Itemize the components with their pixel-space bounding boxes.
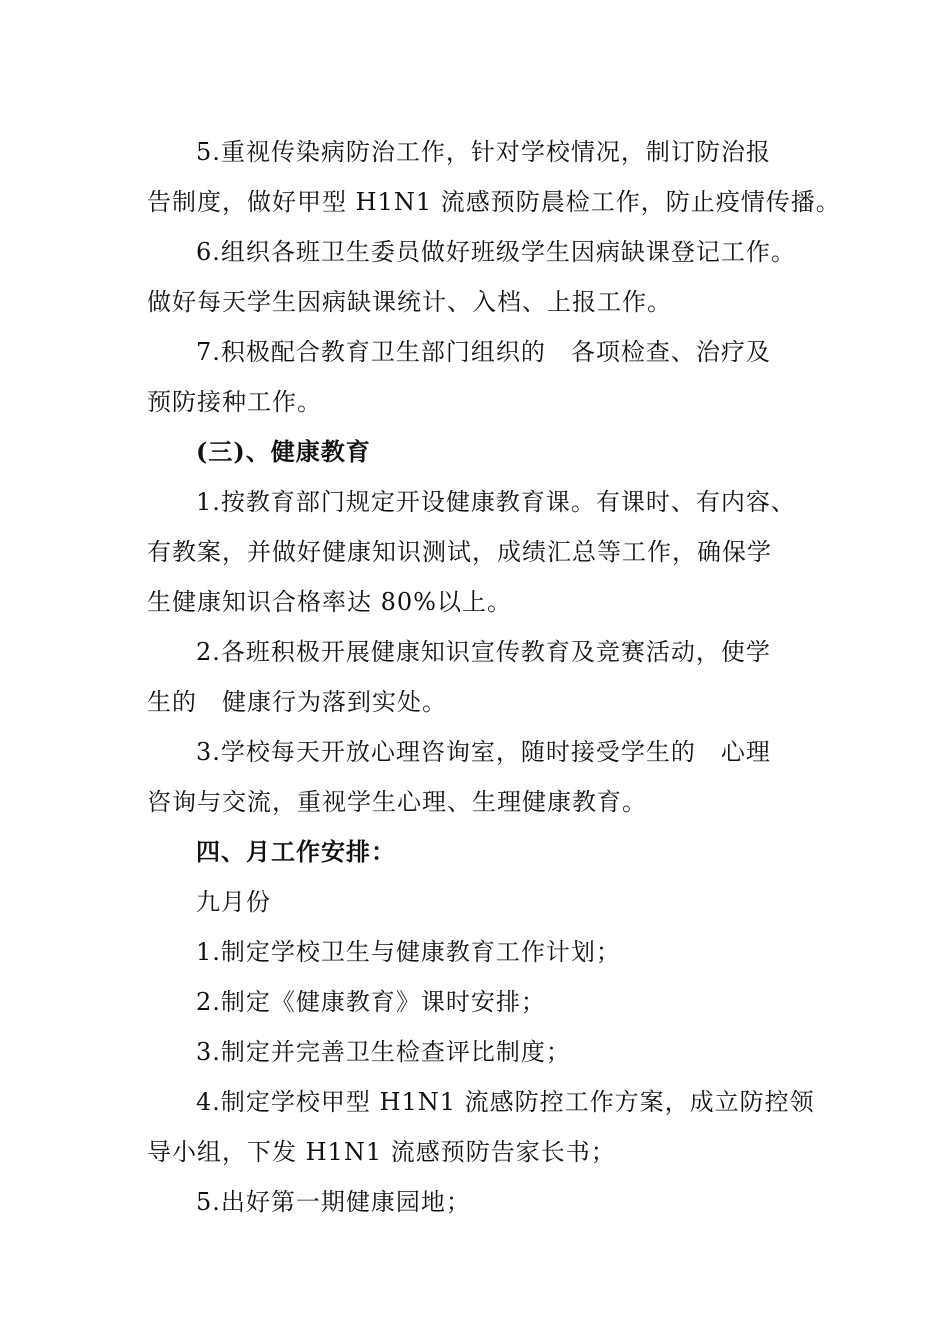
paragraph-line: 2.各班积极开展健康知识宣传教育及竞赛活动，使学: [196, 638, 771, 666]
paragraph-line: 做好每天学生因病缺课统计、入档、上报工作。: [147, 288, 672, 316]
paragraph-line: 咨询与交流，重视学生心理、生理健康教育。: [147, 788, 647, 816]
paragraph-line: 5.重视传染病防治工作，针对学校情况，制订防治报: [196, 138, 771, 166]
list-item: 1.制定学校卫生与健康教育工作计划；: [196, 938, 621, 966]
paragraph-line: 6.组织各班卫生委员做好班级学生因病缺课登记工作。: [196, 238, 796, 266]
paragraph-line: 生的 健康行为落到实处。: [147, 688, 447, 716]
list-item: 3.制定并完善卫生检查评比制度；: [196, 1038, 571, 1066]
paragraph-line: 3.学校每天开放心理咨询室，随时接受学生的 心理: [196, 738, 771, 766]
paragraph-line: 告制度，做好甲型 H1N1 流感预防晨检工作，防止疫情传播。: [147, 188, 841, 216]
paragraph-line: 预防接种工作。: [147, 388, 322, 416]
paragraph-line: 1.按教育部门规定开设健康教育课。有课时、有内容、: [196, 488, 796, 516]
paragraph-line: 7.积极配合教育卫生部门组织的 各项检查、治疗及: [196, 338, 771, 366]
section-heading: (三)、健康教育: [196, 437, 371, 466]
list-item-continuation: 导小组，下发 H1N1 流感预防告家长书；: [147, 1138, 616, 1166]
month-label: 九月份: [196, 888, 271, 916]
section-heading: 四、月工作安排：: [196, 837, 396, 866]
list-item: 2.制定《健康教育》课时安排；: [196, 988, 546, 1016]
list-item: 4.制定学校甲型 H1N1 流感防控工作方案，成立防控领: [196, 1088, 815, 1116]
list-item: 5.出好第一期健康园地；: [196, 1188, 471, 1216]
paragraph-line: 有教案，并做好健康知识测试，成绩汇总等工作，确保学: [147, 538, 772, 566]
paragraph-line: 生健康知识合格率达 80%以上。: [147, 588, 512, 616]
